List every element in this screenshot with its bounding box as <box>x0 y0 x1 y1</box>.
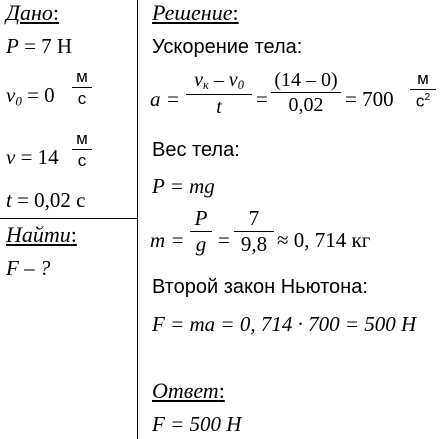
find-title <box>6 222 77 248</box>
mass-m-symbol: m = <box>150 228 185 252</box>
newton-formula: F = ma = 0, 714 · 700 = 500 Н <box>152 312 417 336</box>
given-p-value: = 7 Н <box>24 34 73 58</box>
fraction-bar <box>271 92 341 93</box>
given-v-symbol: v <box>6 145 16 169</box>
answer-title-text: Ответ <box>152 378 219 403</box>
given-v0-value: = 0 <box>27 83 55 107</box>
weight-formula: P = mg <box>152 174 215 198</box>
given-t-value: = 0,02 с <box>17 188 86 212</box>
solution-title-colon: : <box>232 0 239 25</box>
mass-numeric-numerator: 7 <box>248 206 260 230</box>
answer-title <box>152 378 225 404</box>
mass-equals: = <box>218 228 230 252</box>
accel-fraction-numeric <box>271 70 341 115</box>
accel-numeric-denominator: 0,02 <box>288 94 324 116</box>
given-title-text: Дано <box>6 0 53 25</box>
answer-title-colon: : <box>218 378 225 403</box>
given-v <box>6 145 59 170</box>
given-t <box>6 188 86 213</box>
mass-numeric-denominator: 9,8 <box>240 232 268 256</box>
mass-numerator: P <box>194 206 208 230</box>
mass-fraction-numeric <box>234 208 274 255</box>
column-divider <box>137 0 138 439</box>
given-title-colon: : <box>52 0 60 25</box>
accel-heading: Ускорение тела: <box>152 36 303 58</box>
unit-numerator: м <box>76 67 88 86</box>
unit-denominator: $с^2$ <box>415 91 431 111</box>
find-expression: F – ? <box>6 256 51 280</box>
given-v0 <box>6 83 55 109</box>
find-title-text: Найти <box>6 222 71 247</box>
given-v0-unit <box>72 68 92 107</box>
accel-a-symbol: a = <box>150 87 180 111</box>
accel-fraction-symbolic <box>186 70 252 117</box>
given-v-value: = 14 <box>20 145 59 169</box>
given-t-symbol: t <box>6 188 12 212</box>
solution-title <box>152 0 239 26</box>
given-p <box>6 34 72 59</box>
accel-numeric-numerator: (14 – 0) <box>274 69 338 91</box>
weight-heading: Вес тела: <box>152 139 240 161</box>
solution-title-text: Решение <box>152 0 233 25</box>
unit-denominator: с <box>77 151 87 170</box>
accel-denominator: t <box>216 95 222 118</box>
unit-numerator: м <box>417 69 429 88</box>
unit-denominator: с <box>77 89 87 108</box>
given-v0-symbol: $v_0$ <box>6 83 22 109</box>
given-v-unit <box>72 130 92 169</box>
given-p-symbol: P <box>6 34 19 58</box>
mass-result: ≈ 0, 714 кг <box>277 228 371 252</box>
newton-heading: Второй закон Ньютона: <box>152 276 368 298</box>
mass-denominator: g <box>195 232 207 256</box>
unit-numerator: м <box>76 129 88 148</box>
fraction-bar <box>410 89 436 90</box>
accel-numerator: $v_к - v_0$ <box>194 69 244 93</box>
find-title-colon: : <box>70 222 77 247</box>
fraction-bar <box>72 149 92 150</box>
accel-equals-1: = <box>256 87 268 111</box>
mass-fraction-symbolic <box>190 208 212 255</box>
given-title <box>6 0 59 26</box>
accel-unit <box>410 70 436 109</box>
fraction-bar <box>72 87 92 88</box>
accel-result: = 700 <box>345 87 394 111</box>
fraction-bar <box>186 94 252 95</box>
given-find-divider <box>0 218 137 219</box>
answer-value: F = 500 Н <box>152 412 242 436</box>
